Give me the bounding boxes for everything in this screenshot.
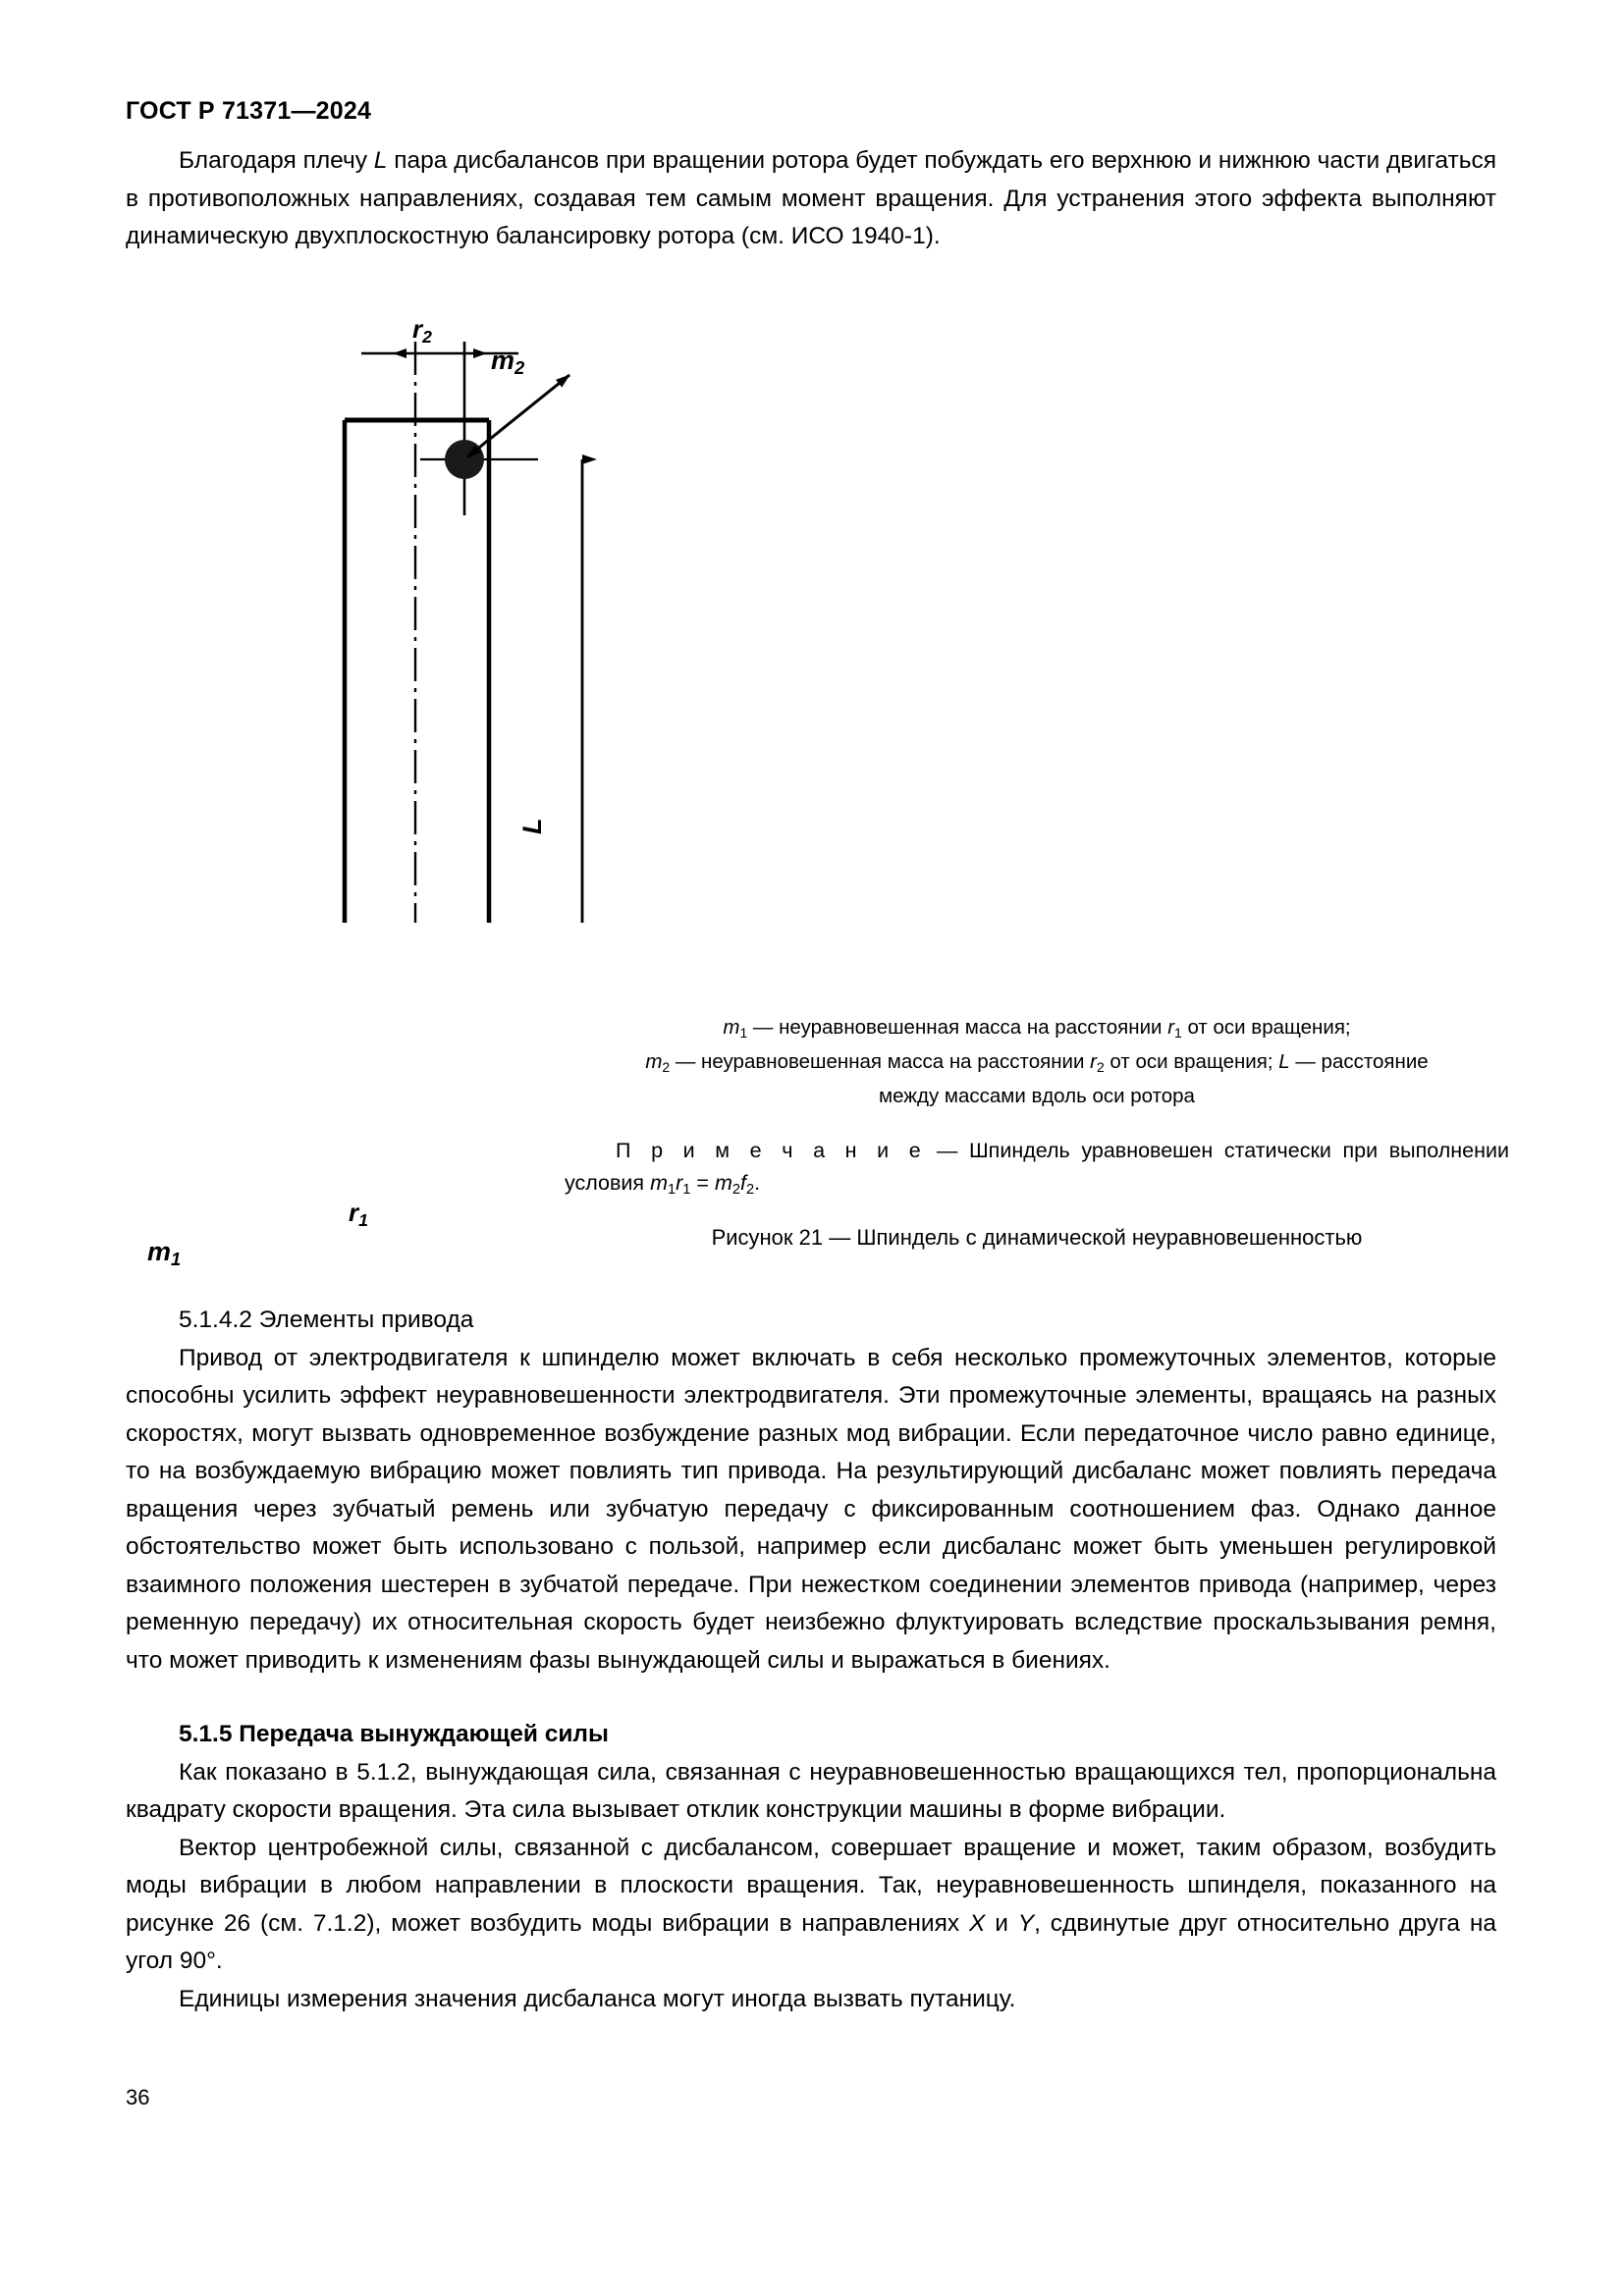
- document-header-standard-id: ГОСТ Р 71371—2024: [126, 97, 372, 125]
- heading-5-1-5: 5.1.5 Передача вынуждающей силы: [179, 1721, 609, 1747]
- paragraph-5-1-5-3: Единицы измерения значения дисбаланса могут иногда вызвать путаницу.: [179, 1985, 1016, 2012]
- mass-m2-marker: [445, 440, 484, 479]
- heading-5-1-4-2: 5.1.4.2 Элементы привода: [179, 1307, 474, 1333]
- figure-legend-line-2: $m_2$ — неуравновешенная масса на расстоянии $r_2$ от оси вращения; L — расстояние: [645, 1049, 1429, 1075]
- paragraph-5-1-5-2: Вектор центробежной силы, связанной с дисбалансом, совершает вращение и может, таким образом, возбудить моды вибрации в любом направлении в плоскости вращения. Так, неуравновешенность шпинделя, показанного на рисунке 26 (см. 7.1.2), может возбудить моды вибрации в направлениях X и Y, сдвинутые друг относительно друга на угол 90°.: [126, 1834, 1496, 1974]
- page-number: 36: [126, 2085, 150, 2109]
- section-5-1-4-2: [126, 1302, 1496, 1680]
- m2-leader-line: [489, 375, 569, 440]
- intro-block: [126, 142, 1496, 256]
- r2-arrow-right: [473, 348, 487, 358]
- figure-label-r2: $r_2$: [412, 314, 432, 347]
- r2-arrow-left: [393, 348, 406, 358]
- figure-21-drawing: [126, 314, 636, 923]
- paragraph-5-1-4-2-1: Привод от электродвигателя к шпинделю может включать в себя несколько промежуточных элементов, которые способны усилить эффект неуравновешенности электродвигателя. Эти промежуточные элементы, вращаясь на разных скоростях, могут вызвать одновременное возбуждение разных мод вибрации. Если передаточное число равно единице, то на возбуждаемую вибрацию может повлиять тип привода. На результирующий дисбаланс может повлиять передача вращения через зубчатый ремень или зубчатую передачу с фиксированным соотношением фаз. Однако данное обстоятельство может быть использовано с пользой, например если дисбаланс может быть уменьшен регулировкой взаимного положения шестерен в зубчатой передаче. При нежестком соединении элементов привода (например, через ременную передачу) их относительная скорость будет неизбежно флуктуировать вследствие проскальзывания ремня, что может приводить к изменениям фазы вынуждающей силы и выражаться в биениях.: [126, 1344, 1496, 1674]
- figure-21: [0, 314, 1624, 1270]
- intro-paragraph: Благодаря плечу L пара дисбалансов при вращении ротора будет побуждать его верхнюю и нижнюю части двигаться в противоположных направлениях, создавая тем самым момент вращения. Для устранения этого эффекта выполняют динамическую двухплоскостную балансировку ротора (см. ИСО 1940-1).: [126, 147, 1496, 249]
- figure-label-L: L: [517, 818, 547, 834]
- paragraph-5-1-5-1: Как показано в 5.1.2, вынуждающая сила, связанная с неуравновешенностью вращающихся тел, пропорциональна квадрату скорости вращения. Эта сила вызывает отклик конструкции машины в форме вибрации.: [126, 1758, 1496, 1823]
- figure-legend-line-1: $m_1$ — неуравновешенная масса на расстоянии $r_1$ от оси вращения;: [723, 1016, 1351, 1041]
- figure-label-r1: $r_1$: [349, 1198, 368, 1230]
- figure-note: [565, 1135, 1509, 1206]
- figure-label-m1: $m_1$: [147, 1237, 182, 1270]
- figure-label-m2: $m_2$: [491, 346, 525, 379]
- figure-note-text: П р и м е ч а н и е — Шпиндель уравновешен статически при выполнении условия $m_1r_1 = m_2f_2$.: [565, 1139, 1510, 1199]
- figure-caption: Рисунок 21 — Шпиндель с динамической неуравновешенностью: [711, 1225, 1363, 1250]
- section-5-1-5: [126, 1716, 1496, 2018]
- figure-legend: [565, 1013, 1509, 1111]
- figure-legend-line-3: между массами вдоль оси ротора: [879, 1084, 1195, 1107]
